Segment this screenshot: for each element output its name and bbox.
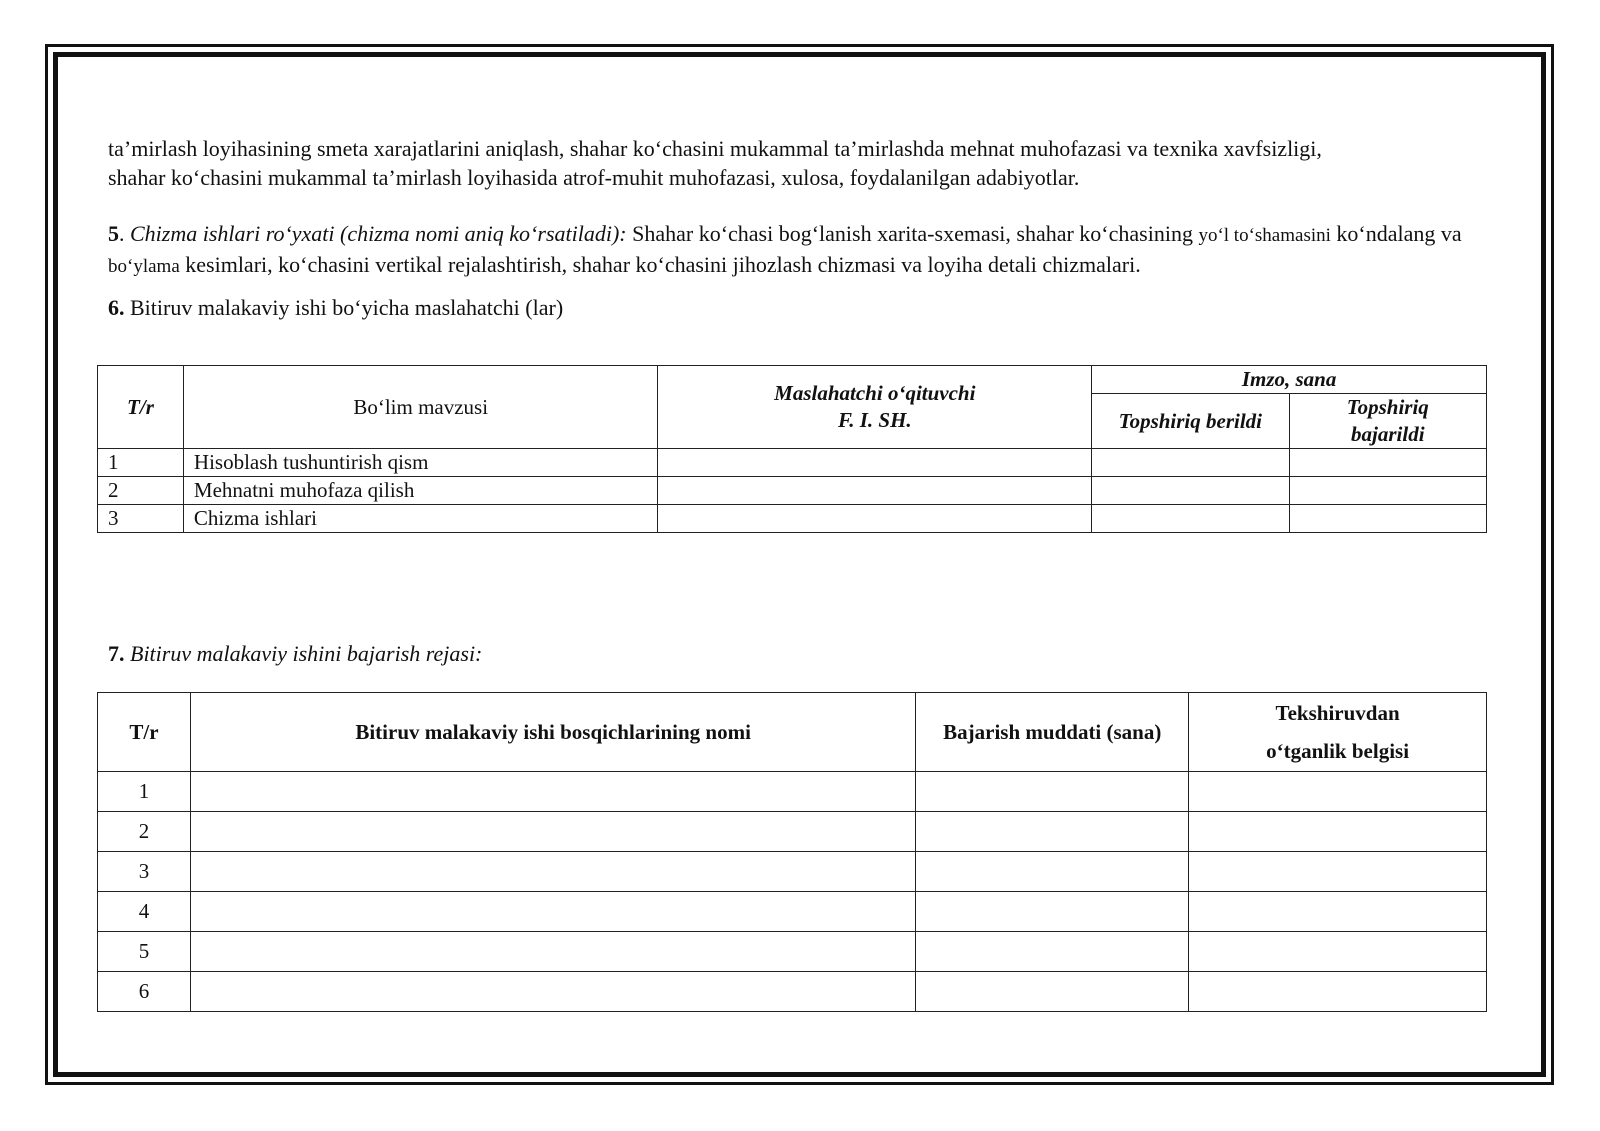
advisors-row-given-cell[interactable] — [1092, 477, 1289, 505]
document-body — [108, 134, 1488, 322]
advisors-header-tr: T/r — [98, 366, 184, 449]
plan-row-check-cell[interactable] — [1189, 852, 1487, 892]
plan-row-deadline-cell[interactable] — [916, 772, 1189, 812]
advisors-row-given-cell[interactable] — [1092, 449, 1289, 477]
section-6-heading — [108, 293, 1488, 322]
advisors-header-given: Topshiriq berildi — [1092, 394, 1289, 449]
plan-row-number: 3 — [98, 852, 191, 892]
plan-header-check-line1: Tekshiruvdan — [1275, 701, 1400, 725]
work-plan-table — [97, 692, 1487, 1012]
advisors-row-done-cell[interactable] — [1289, 477, 1486, 505]
table-row — [98, 449, 1487, 477]
intro-line-2: shahar ko‘chasini mukammal ta’mirlash loyihasida atrof-muhit muhofazasi, xulosa, foydalanilgan adabiyotlar. — [108, 165, 1080, 190]
advisors-header-topic: Bo‘lim mavzusi — [183, 366, 658, 449]
advisors-row-done-cell[interactable] — [1289, 505, 1486, 533]
plan-row-deadline-cell[interactable] — [916, 812, 1189, 852]
table-row — [98, 812, 1487, 852]
advisors-table — [97, 365, 1487, 533]
plan-row-stage-cell[interactable] — [190, 812, 915, 852]
plan-row-number: 2 — [98, 812, 191, 852]
plan-row-deadline-cell[interactable] — [916, 972, 1189, 1012]
plan-row-stage-cell[interactable] — [190, 852, 915, 892]
advisors-row-topic: Chizma ishlari — [183, 505, 658, 533]
section-5-paragraph: 5. Chizma ishlari ro‘yxati (chizma nomi aniq ko‘rsatiladi): Shahar ko‘chasi bog‘lanish xarita-sxemasi, shahar ko‘chasining yo‘l to‘shamasini ko‘ndalang va bo‘ylama kesimlari, ko‘chasini vertikal rejalashtirish, shahar ko‘chasini jihozlash chizmasi va loyiha detali chizmalari. — [108, 221, 1462, 277]
advisors-header-advisor-line2: F. I. SH. — [837, 408, 912, 432]
section-5-small-a: yo‘l to‘shamasini — [1198, 225, 1331, 246]
table-row — [98, 852, 1487, 892]
advisors-row-number: 3 — [98, 505, 184, 533]
plan-row-check-cell[interactable] — [1189, 772, 1487, 812]
plan-row-stage-cell[interactable] — [190, 932, 915, 972]
intro-paragraph — [108, 134, 1488, 192]
plan-row-number: 4 — [98, 892, 191, 932]
plan-row-check-cell[interactable] — [1189, 972, 1487, 1012]
section-5-text-c: kesimlari, ko‘chasini vertikal rejalashtirish, shahar ko‘chasini jihozlash chizmasi va loyiha detali chizmalari. — [179, 252, 1141, 277]
advisors-header-signature: Imzo, sana — [1092, 366, 1487, 394]
plan-row-deadline-cell[interactable] — [916, 932, 1189, 972]
intro-line-1: ta’mirlash loyihasining smeta xarajatlarini aniqlash, shahar ko‘chasini mukammal ta’mirlashda mehnat muhofazasi va texnika xavfsizligi, — [108, 136, 1322, 161]
section-6-title: Bitiruv malakaviy ishi bo‘yicha maslahatchi (lar) — [124, 295, 564, 320]
plan-header-stage: Bitiruv malakaviy ishi bosqichlarining nomi — [190, 693, 915, 772]
section-7-number: 7. — [108, 641, 125, 666]
plan-header-check-line2: o‘tganlik belgisi — [1266, 739, 1410, 763]
plan-header-deadline: Bajarish muddati (sana) — [916, 693, 1189, 772]
section-7-heading — [108, 641, 482, 667]
plan-header-tr: T/r — [98, 693, 191, 772]
table-row — [98, 505, 1487, 533]
advisors-row-done-cell[interactable] — [1289, 449, 1486, 477]
plan-row-stage-cell[interactable] — [190, 772, 915, 812]
plan-row-deadline-cell[interactable] — [916, 892, 1189, 932]
advisors-row-given-cell[interactable] — [1092, 505, 1289, 533]
table-row — [98, 932, 1487, 972]
plan-row-number: 1 — [98, 772, 191, 812]
table-row — [98, 477, 1487, 505]
plan-row-check-cell[interactable] — [1189, 812, 1487, 852]
plan-row-check-cell[interactable] — [1189, 932, 1487, 972]
section-5-number: 5 — [108, 221, 119, 246]
advisors-row-number: 2 — [98, 477, 184, 505]
section-5-text-a: Shahar ko‘chasi bog‘lanish xarita-sxemasi, shahar ko‘chasining — [626, 221, 1199, 246]
advisors-header-advisor — [658, 366, 1092, 449]
advisors-row-advisor-cell[interactable] — [658, 449, 1092, 477]
advisors-row-topic: Mehnatni muhofaza qilish — [183, 477, 658, 505]
section-7-title: Bitiruv malakaviy ishini bajarish rejasi: — [124, 641, 483, 666]
plan-row-number: 6 — [98, 972, 191, 1012]
table-row — [98, 772, 1487, 812]
section-5-title: Chizma ishlari ro‘yxati (chizma nomi aniq ko‘rsatiladi): — [130, 221, 627, 246]
section-5-small-b: bo‘ylama — [108, 256, 180, 277]
plan-row-check-cell[interactable] — [1189, 892, 1487, 932]
advisors-header-done — [1289, 394, 1486, 449]
advisors-row-number: 1 — [98, 449, 184, 477]
table-row — [98, 972, 1487, 1012]
plan-row-stage-cell[interactable] — [190, 892, 915, 932]
advisors-row-topic: Hisoblash tushuntirish qism — [183, 449, 658, 477]
advisors-row-advisor-cell[interactable] — [658, 477, 1092, 505]
advisors-header-advisor-line1: Maslahatchi o‘qituvchi — [774, 381, 976, 405]
table-row — [98, 892, 1487, 932]
section-5-text-b: ko‘ndalang va — [1330, 221, 1462, 246]
advisors-header-done-line1: Topshiriq — [1346, 395, 1429, 419]
plan-row-stage-cell[interactable] — [190, 972, 915, 1012]
plan-header-check — [1189, 693, 1487, 772]
advisors-header-done-line2: bajarildi — [1351, 422, 1425, 446]
plan-row-number: 5 — [98, 932, 191, 972]
advisors-row-advisor-cell[interactable] — [658, 505, 1092, 533]
section-6-number: 6. — [108, 295, 125, 320]
plan-row-deadline-cell[interactable] — [916, 852, 1189, 892]
